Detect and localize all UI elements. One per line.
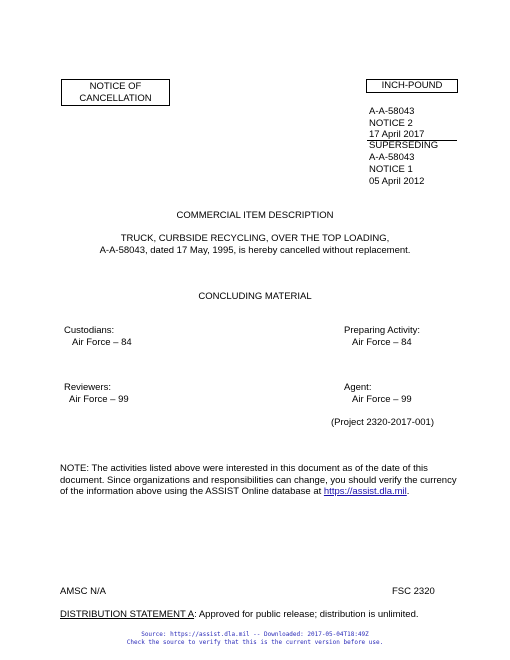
document-title: COMMERCIAL ITEM DESCRIPTION [176, 210, 334, 221]
source-line1: Source: https://assist.dla.mil -- Downloaded: 2017-05-04T18:49Z [141, 631, 369, 638]
header-date: 17 April 2017 [369, 129, 425, 140]
note-line1: NOTE: The activities listed above were interested in this document as of the date of this [60, 463, 428, 474]
reviewers-label: Reviewers: [64, 382, 111, 393]
custodians-label: Custodians: [64, 325, 115, 336]
note-line2: document. Since organizations and responsibilities can change, you should verify the currency [60, 475, 457, 486]
note-line3 [60, 486, 409, 498]
cancellation-label: CANCELLATION [79, 92, 152, 104]
concluding-material-heading: CONCLUDING MATERIAL [198, 291, 312, 302]
cancellation-text-line2: A-A-58043, dated 17 May, 1995, is hereby cancelled without replacement. [99, 245, 411, 256]
reviewers-value: Air Force – 99 [69, 394, 129, 405]
notice-of-label: NOTICE OF [89, 81, 142, 92]
inch-pound-box [366, 79, 458, 93]
source-line2: Check the source to verify that this is the current version before use. [126, 639, 384, 646]
agent-value: Air Force – 99 [352, 394, 412, 405]
fsc-label: FSC 2320 [392, 586, 435, 597]
distribution-statement [60, 609, 419, 621]
project-number: (Project 2320-2017-001) [331, 417, 434, 428]
header-superseded-date: 05 April 2012 [369, 176, 425, 187]
preparing-activity-value: Air Force – 84 [352, 337, 412, 348]
header-superseding: SUPERSEDING [369, 140, 439, 151]
distribution-statement-text: : Approved for public release; distribution is unlimited. [194, 609, 419, 620]
cancellation-text-line1: TRUCK, CURBSIDE RECYCLING, OVER THE TOP LOADING, [120, 233, 390, 244]
custodians-value: Air Force – 84 [72, 337, 132, 348]
agent-label: Agent: [344, 382, 372, 393]
header-superseded-notice: NOTICE 1 [369, 164, 413, 175]
header-doc-id: A-A-58043 [369, 106, 415, 117]
header-notice-number: NOTICE 2 [369, 118, 413, 129]
assist-online-link[interactable]: https://assist.dla.mil [323, 486, 407, 497]
distribution-statement-label: DISTRIBUTION STATEMENT A [60, 609, 195, 620]
note-line3-prefix: of the information above using the ASSIST Online database at [60, 486, 324, 497]
preparing-activity-label: Preparing Activity: [344, 325, 421, 336]
header-superseded-doc-id: A-A-58043 [369, 152, 415, 163]
amsc-label: AMSC N/A [60, 586, 106, 597]
note-line3-suffix: . [406, 486, 410, 497]
inch-pound-label: INCH-POUND [381, 80, 443, 91]
notice-of-cancellation-box [61, 79, 170, 106]
